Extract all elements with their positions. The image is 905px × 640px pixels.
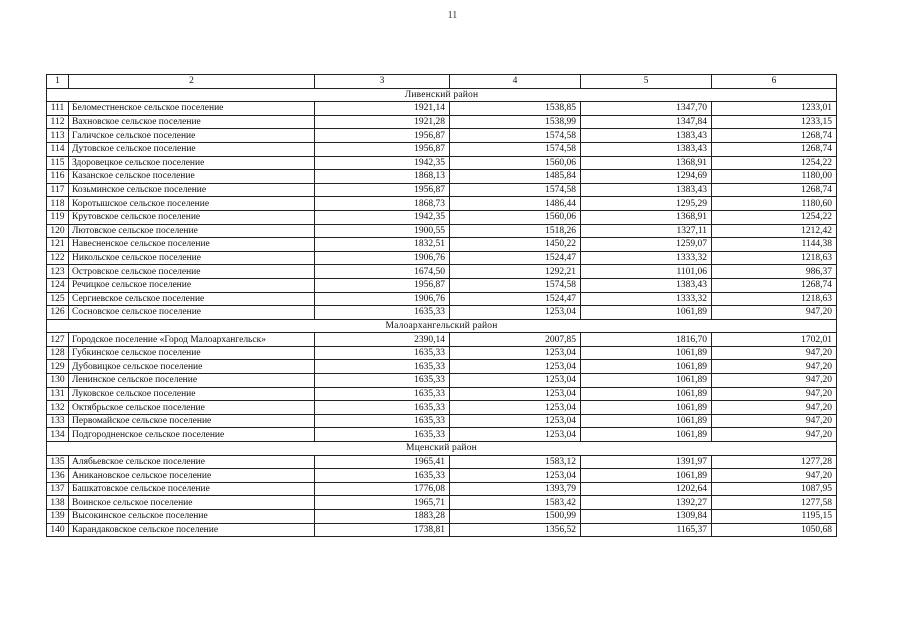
table-row [47,183,837,197]
row-number: 140 [47,523,69,537]
value-cell: 1738,81 [315,523,450,537]
value-cell: 947,20 [712,374,837,388]
settlement-name: Башкатовское сельское поселение [69,482,315,496]
settlement-name: Крутовское сельское поселение [69,210,315,224]
value-cell: 1253,04 [450,428,581,442]
table-row [47,156,837,170]
row-number: 122 [47,251,69,265]
value-cell: 1921,28 [315,115,450,129]
value-cell: 1574,58 [450,129,581,143]
value-cell: 1560,06 [450,210,581,224]
value-cell: 1635,33 [315,469,450,483]
value-cell: 1233,15 [712,115,837,129]
row-number: 127 [47,333,69,347]
page-number: 11 [447,10,458,21]
table-row [47,278,837,292]
value-cell: 1702,01 [712,333,837,347]
settlement-name: Высокинское сельское поселение [69,510,315,524]
settlement-name: Первомайское сельское поселение [69,414,315,428]
settlement-name: Навесненское сельское поселение [69,238,315,252]
row-number: 138 [47,496,69,510]
value-cell: 2007,85 [450,333,581,347]
row-number: 120 [47,224,69,238]
value-cell: 1635,33 [315,414,450,428]
value-cell: 1574,58 [450,183,581,197]
value-cell: 1061,89 [581,414,712,428]
column-header: 5 [581,75,712,89]
value-cell: 2390,14 [315,333,450,347]
value-cell: 1635,33 [315,306,450,320]
value-cell: 1277,58 [712,496,837,510]
value-cell: 1635,33 [315,428,450,442]
table-row [47,102,837,116]
section-header-row [47,88,837,102]
value-cell: 1061,89 [581,387,712,401]
value-cell: 1383,43 [581,278,712,292]
value-cell: 1383,43 [581,129,712,143]
row-number: 115 [47,156,69,170]
value-cell: 1087,95 [712,482,837,496]
tariff-table [46,74,837,537]
district-title: Ливенский район [47,88,837,102]
value-cell: 1486,44 [450,197,581,211]
value-cell: 1268,74 [712,142,837,156]
table-row [47,455,837,469]
table-row [47,115,837,129]
value-cell: 1259,07 [581,238,712,252]
value-cell: 1560,06 [450,156,581,170]
value-cell: 1368,91 [581,156,712,170]
row-number: 136 [47,469,69,483]
value-cell: 1165,37 [581,523,712,537]
value-cell: 1295,29 [581,197,712,211]
value-cell: 1524,47 [450,251,581,265]
value-cell: 1393,79 [450,482,581,496]
settlement-name: Речицкое сельское поселение [69,278,315,292]
column-header: 2 [69,75,315,89]
value-cell: 1956,87 [315,142,450,156]
column-header: 6 [712,75,837,89]
row-number: 137 [47,482,69,496]
value-cell: 1956,87 [315,278,450,292]
value-cell: 1942,35 [315,210,450,224]
value-cell: 1309,84 [581,510,712,524]
table-row [47,414,837,428]
table-row [47,333,837,347]
value-cell: 1635,33 [315,346,450,360]
row-number: 116 [47,170,69,184]
value-cell: 1392,27 [581,496,712,510]
value-cell: 1253,04 [450,306,581,320]
settlement-name: Аникановское сельское поселение [69,469,315,483]
district-title: Малоархангельский район [47,319,837,333]
value-cell: 1061,89 [581,306,712,320]
value-cell: 1061,89 [581,374,712,388]
value-cell: 1268,74 [712,278,837,292]
value-cell: 947,20 [712,387,837,401]
settlement-name: Дубовицкое сельское поселение [69,360,315,374]
value-cell: 1965,71 [315,496,450,510]
value-cell: 947,20 [712,469,837,483]
value-cell: 1333,32 [581,251,712,265]
table-row [47,129,837,143]
table-row [47,346,837,360]
table-row [47,387,837,401]
row-number: 139 [47,510,69,524]
table-row [47,170,837,184]
value-cell: 947,20 [712,428,837,442]
value-cell: 1635,33 [315,401,450,415]
value-cell: 947,20 [712,360,837,374]
value-cell: 1333,32 [581,292,712,306]
value-cell: 1253,04 [450,469,581,483]
settlement-name: Беломестненское сельское поселение [69,102,315,116]
value-cell: 1816,70 [581,333,712,347]
value-cell: 1212,42 [712,224,837,238]
value-cell: 1253,04 [450,401,581,415]
column-header: 1 [47,75,69,89]
value-cell: 1538,85 [450,102,581,116]
table-row [47,482,837,496]
settlement-name: Лютовское сельское поселение [69,224,315,238]
table-row [47,401,837,415]
settlement-name: Воинское сельское поселение [69,496,315,510]
value-cell: 1218,63 [712,292,837,306]
section-header-row [47,442,837,456]
value-cell: 1253,04 [450,387,581,401]
value-cell: 1061,89 [581,346,712,360]
row-number: 135 [47,455,69,469]
table-row [47,306,837,320]
value-cell: 1674,50 [315,265,450,279]
value-cell: 1294,69 [581,170,712,184]
settlement-name: Подгородненское сельское поселение [69,428,315,442]
row-number: 124 [47,278,69,292]
column-header-row [47,75,837,89]
value-cell: 1906,76 [315,292,450,306]
value-cell: 1956,87 [315,129,450,143]
row-number: 126 [47,306,69,320]
row-number: 134 [47,428,69,442]
table-row [47,523,837,537]
table-row [47,265,837,279]
settlement-name: Сосновское сельское поселение [69,306,315,320]
value-cell: 1101,06 [581,265,712,279]
value-cell: 1253,04 [450,414,581,428]
value-cell: 1635,33 [315,387,450,401]
value-cell: 1776,08 [315,482,450,496]
row-number: 125 [47,292,69,306]
row-number: 129 [47,360,69,374]
value-cell: 1538,99 [450,115,581,129]
table-row [47,292,837,306]
settlement-name: Губкинское сельское поселение [69,346,315,360]
settlement-name: Казанское сельское поселение [69,170,315,184]
settlement-name: Сергиевское сельское поселение [69,292,315,306]
settlement-name: Галичское сельское поселение [69,129,315,143]
value-cell: 1144,38 [712,238,837,252]
row-number: 121 [47,238,69,252]
settlement-name: Козьминское сельское поселение [69,183,315,197]
table-row [47,197,837,211]
settlement-name: Коротышское сельское поселение [69,197,315,211]
value-cell: 1061,89 [581,469,712,483]
table-row [47,496,837,510]
row-number: 112 [47,115,69,129]
table-row [47,210,837,224]
value-cell: 1202,64 [581,482,712,496]
value-cell: 1518,26 [450,224,581,238]
table-row [47,238,837,252]
settlement-name: Луковское сельское поселение [69,387,315,401]
value-cell: 1180,60 [712,197,837,211]
value-cell: 1254,22 [712,156,837,170]
value-cell: 1965,41 [315,455,450,469]
table-row [47,428,837,442]
table-row [47,374,837,388]
value-cell: 1900,55 [315,224,450,238]
settlement-name: Октябрьское сельское поселение [69,401,315,415]
table-row [47,469,837,483]
value-cell: 1061,89 [581,401,712,415]
row-number: 128 [47,346,69,360]
settlement-name: Дутовское сельское поселение [69,142,315,156]
value-cell: 1277,28 [712,455,837,469]
value-cell: 1368,91 [581,210,712,224]
district-title: Мценский район [47,442,837,456]
table-row [47,510,837,524]
row-number: 114 [47,142,69,156]
row-number: 119 [47,210,69,224]
value-cell: 1347,70 [581,102,712,116]
value-cell: 1868,73 [315,197,450,211]
row-number: 111 [47,102,69,116]
row-number: 131 [47,387,69,401]
settlement-name: Ленинское сельское поселение [69,374,315,388]
value-cell: 1574,58 [450,142,581,156]
value-cell: 1253,04 [450,360,581,374]
value-cell: 1500,99 [450,510,581,524]
settlement-name: Здоровецкое сельское поселение [69,156,315,170]
row-number: 113 [47,129,69,143]
row-number: 130 [47,374,69,388]
settlement-name: Никольское сельское поселение [69,251,315,265]
value-cell: 1292,21 [450,265,581,279]
value-cell: 1635,33 [315,360,450,374]
settlement-name: Городское поселение «Город Малоархангельск» [69,333,315,347]
value-cell: 1583,12 [450,455,581,469]
value-cell: 1218,63 [712,251,837,265]
value-cell: 1956,87 [315,183,450,197]
value-cell: 1061,89 [581,428,712,442]
value-cell: 1485,84 [450,170,581,184]
settlement-name: Вахновское сельское поселение [69,115,315,129]
value-cell: 1268,74 [712,183,837,197]
row-number: 117 [47,183,69,197]
value-cell: 1921,14 [315,102,450,116]
row-number: 132 [47,401,69,415]
value-cell: 1268,74 [712,129,837,143]
row-number: 118 [47,197,69,211]
table-body [47,75,837,537]
table-row [47,360,837,374]
value-cell: 1233,01 [712,102,837,116]
value-cell: 1868,13 [315,170,450,184]
value-cell: 986,37 [712,265,837,279]
value-cell: 1391,97 [581,455,712,469]
settlement-name: Карандаковское сельское поселение [69,523,315,537]
value-cell: 1356,52 [450,523,581,537]
settlement-name: Алябьевское сельское поселение [69,455,315,469]
row-number: 133 [47,414,69,428]
table-row [47,224,837,238]
value-cell: 1942,35 [315,156,450,170]
column-header: 3 [315,75,450,89]
value-cell: 1050,68 [712,523,837,537]
settlement-name: Островское сельское поселение [69,265,315,279]
table-row [47,142,837,156]
value-cell: 1635,33 [315,374,450,388]
value-cell: 1574,58 [450,278,581,292]
value-cell: 1347,84 [581,115,712,129]
value-cell: 1061,89 [581,360,712,374]
column-header: 4 [450,75,581,89]
value-cell: 947,20 [712,401,837,415]
value-cell: 947,20 [712,306,837,320]
value-cell: 1253,04 [450,374,581,388]
value-cell: 1195,15 [712,510,837,524]
value-cell: 1906,76 [315,251,450,265]
value-cell: 1180,00 [712,170,837,184]
row-number: 123 [47,265,69,279]
value-cell: 1883,28 [315,510,450,524]
table-row [47,251,837,265]
value-cell: 1383,43 [581,183,712,197]
value-cell: 1253,04 [450,346,581,360]
value-cell: 947,20 [712,414,837,428]
value-cell: 947,20 [712,346,837,360]
value-cell: 1583,42 [450,496,581,510]
value-cell: 1524,47 [450,292,581,306]
value-cell: 1327,11 [581,224,712,238]
value-cell: 1383,43 [581,142,712,156]
section-header-row [47,319,837,333]
value-cell: 1450,22 [450,238,581,252]
value-cell: 1832,51 [315,238,450,252]
value-cell: 1254,22 [712,210,837,224]
